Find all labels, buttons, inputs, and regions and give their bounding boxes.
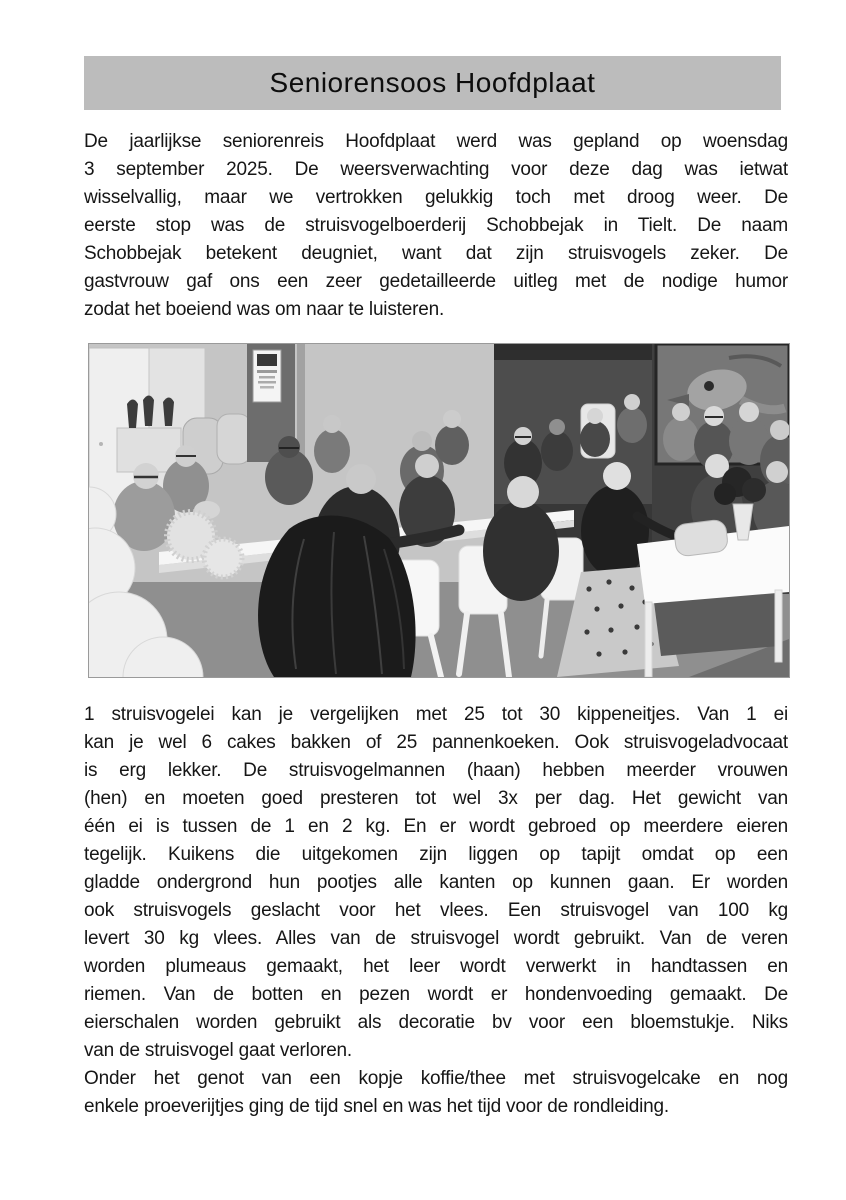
wall-sign xyxy=(253,350,281,402)
text-line: één ei is tussen de 1 en 2 kg. En er wordt gebroed op meerdere eieren xyxy=(84,816,788,837)
title-banner xyxy=(84,56,781,110)
intro-paragraph xyxy=(84,128,788,324)
text-line: 1 struisvogelei kan je vergelijken met 25 tot 30 kippeneitjes. Van 1 ei xyxy=(84,704,788,725)
facts-paragraph xyxy=(84,701,788,1065)
text-line: ook struisvogels geslacht voor het vlees. Een struisvogel van 100 kg xyxy=(84,900,788,921)
text-line: enkele proeverijtjes ging de tijd snel en was het tijd voor de rondleiding. xyxy=(84,1096,669,1117)
photo-scene xyxy=(89,344,789,677)
text-line: De jaarlijkse seniorenreis Hoofdplaat werd was gepland op woensdag xyxy=(84,131,788,152)
text-line: eierschalen worden gebruikt als decoratie bv voor een bloemstukje. Niks xyxy=(84,1012,788,1033)
text-line: gastvrouw gaf ons een zeer gedetailleerde uitleg met de nodige humor xyxy=(84,271,788,292)
text-line: gladde ondergrond hun pootjes alle kanten op kunnen gaan. Er worden xyxy=(84,872,788,893)
handbag xyxy=(673,519,729,557)
text-line: wisselvallig, maar we vertrokken gelukkig toch met droog weer. De xyxy=(84,187,788,208)
closing-paragraph xyxy=(84,1065,788,1121)
text-line: van de struisvogel gaat verloren. xyxy=(84,1040,353,1061)
text-line: riemen. Van de botten en pezen wordt er hondenvoeding gemaakt. De xyxy=(84,984,788,1005)
group-photo xyxy=(88,343,790,678)
text-line: eerste stop was de struisvogelboerderij Schobbejak in Tielt. De naam xyxy=(84,215,788,236)
page-title: Seniorensoos Hoofdplaat xyxy=(269,67,596,98)
text-line: worden plumeaus gemaakt, het leer wordt verwerkt in handtassen en xyxy=(84,956,788,977)
text-line: levert 30 kg vlees. Alles van de struisvogel wordt gebruikt. Van de veren xyxy=(84,928,788,949)
text-line: Onder het genot van een kopje koffie/thee met struisvogelcake en nog xyxy=(84,1068,788,1089)
text-line: kan je wel 6 cakes bakken of 25 pannenkoeken. Ook struisvogeladvocaat xyxy=(84,732,788,753)
text-line: 3 september 2025. De weersverwachting voor deze dag was ietwat xyxy=(84,159,788,180)
text-line: zodat het boeiend was om naar te luisteren. xyxy=(84,299,445,320)
text-line: (hen) en moeten goed presteren tot wel 3x per dag. Het gewicht van xyxy=(84,788,788,809)
bird-sculptures xyxy=(127,396,174,429)
text-line: is erg lekker. De struisvogelmannen (haan) hebben meerder vrouwen xyxy=(84,760,788,781)
text-line: tegelijk. Kuikens die uitgekomen zijn liggen op tapijt omdat op een xyxy=(84,844,788,865)
text-line: Schobbejak betekent deugniet, want dat zijn struisvogels zeker. De xyxy=(84,243,788,264)
